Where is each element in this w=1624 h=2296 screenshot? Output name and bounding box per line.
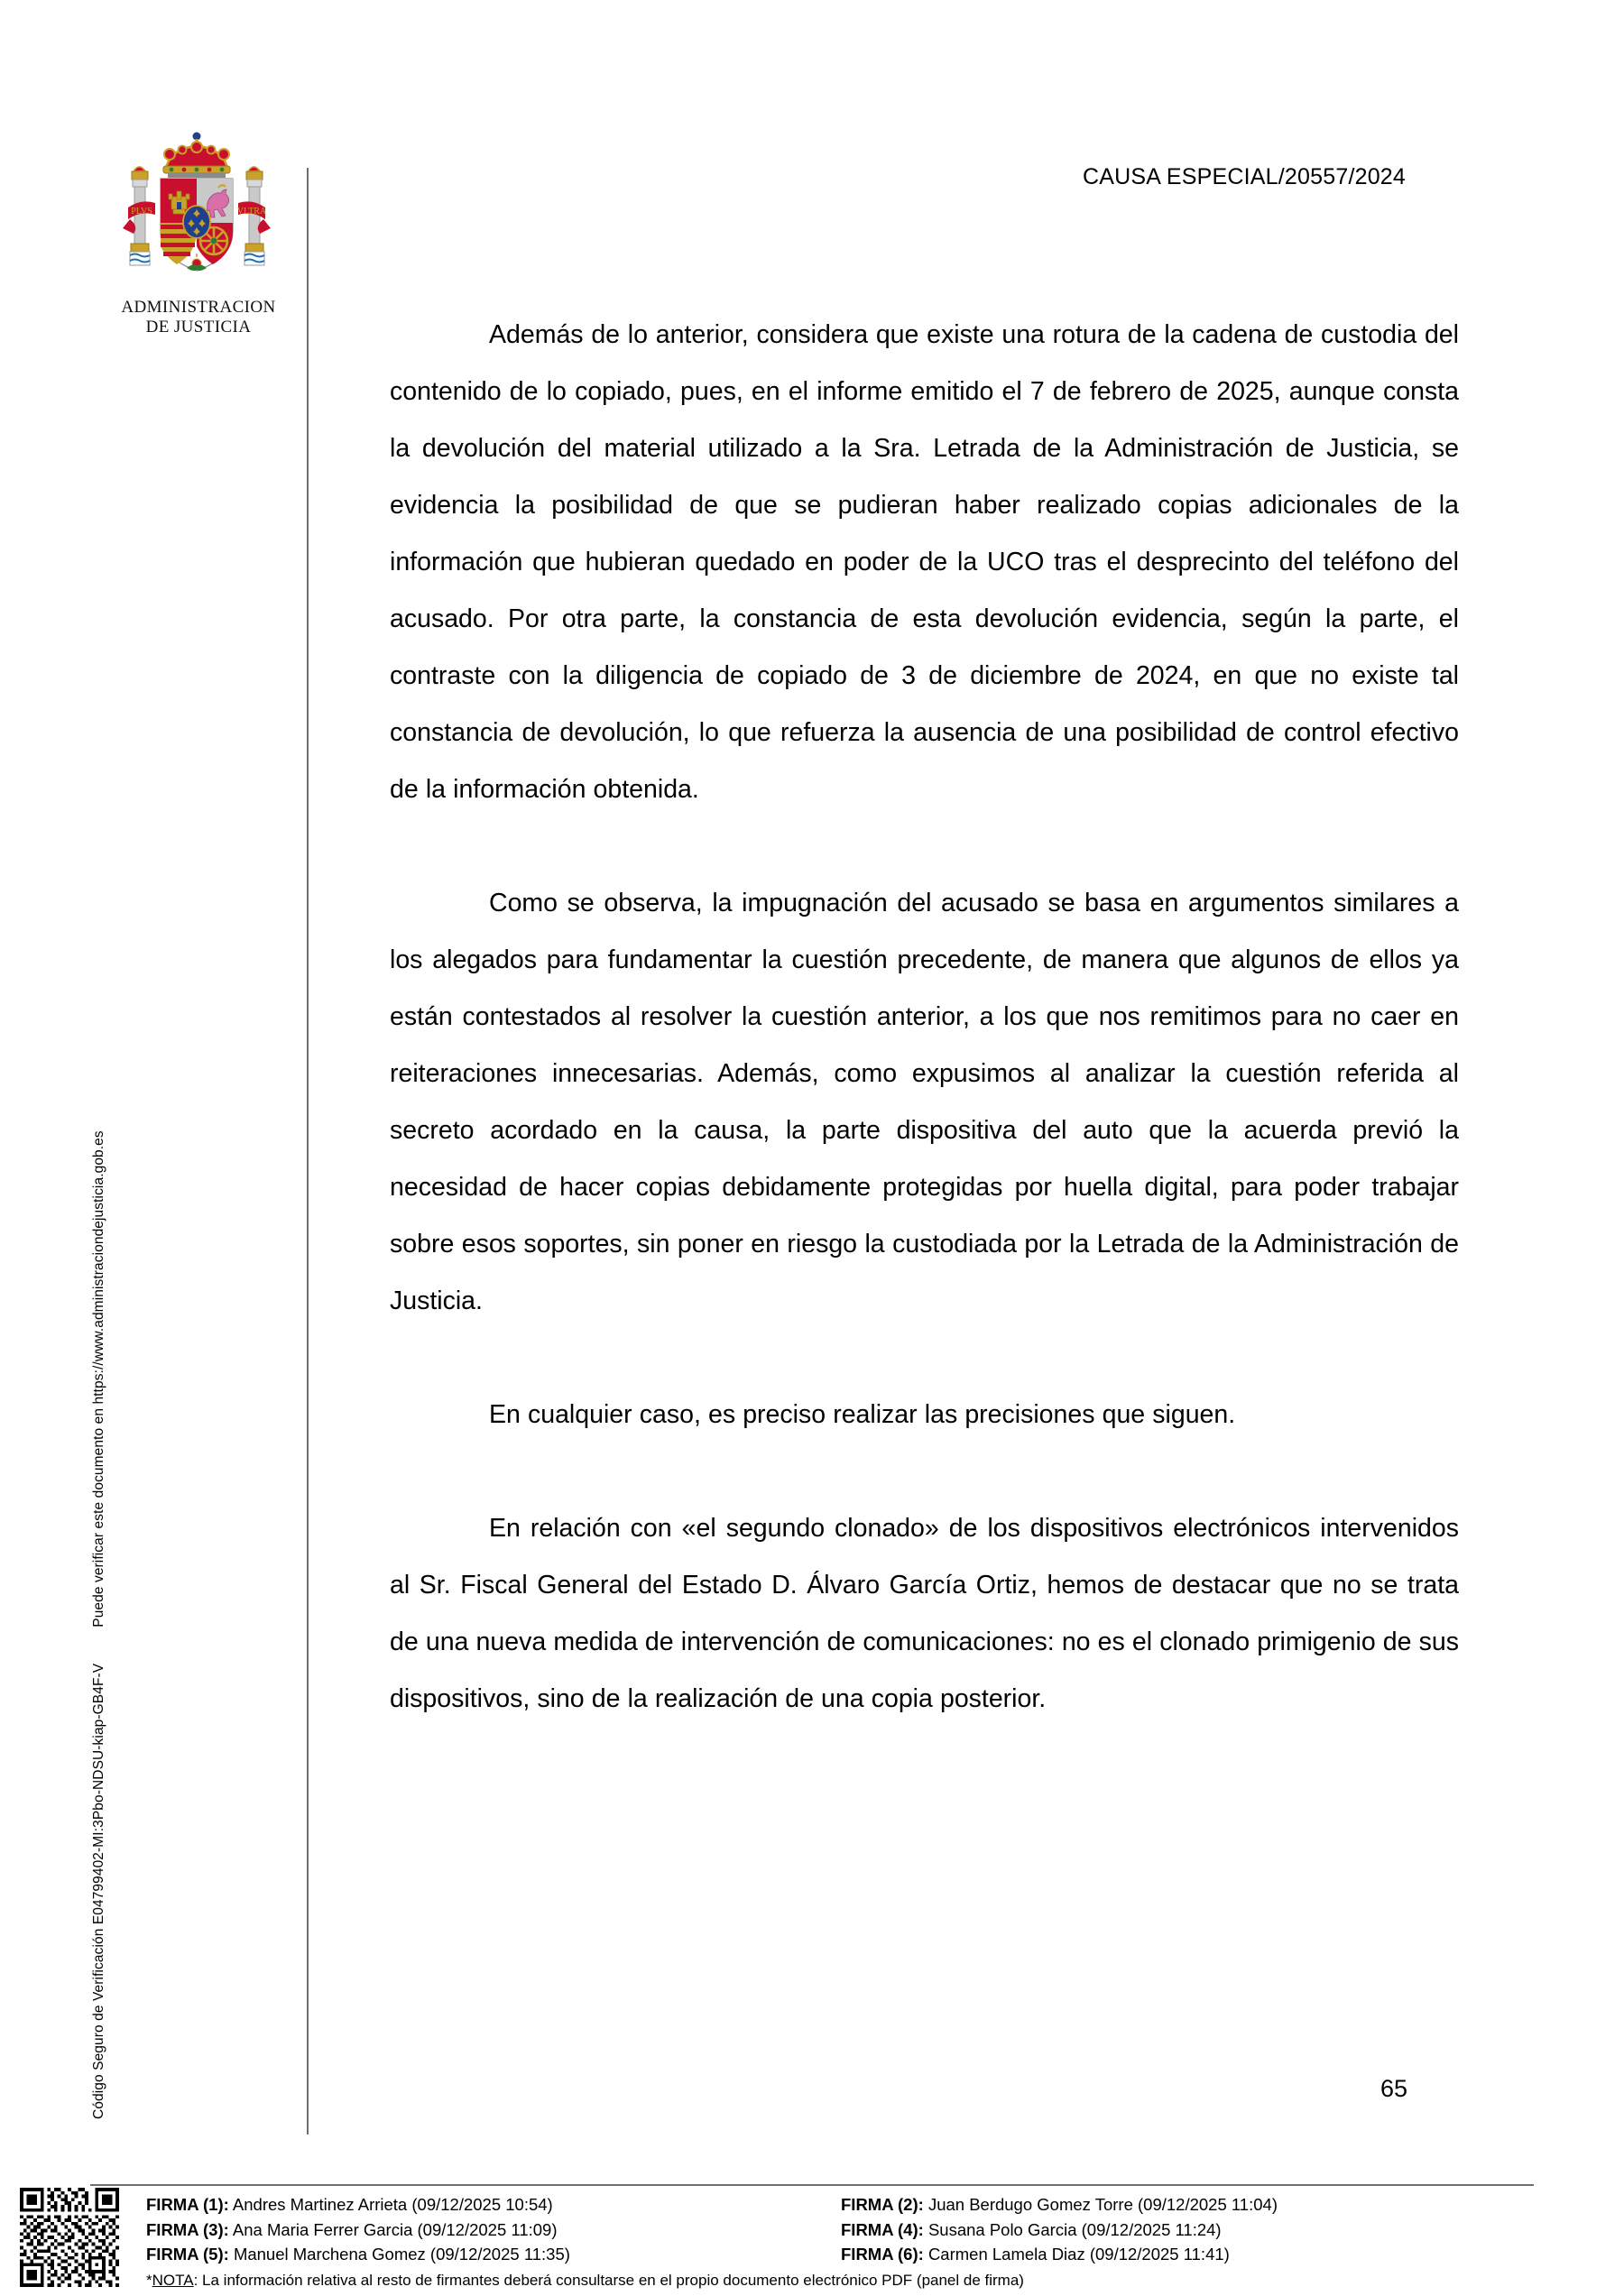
- emblem-caption: [90, 298, 307, 338]
- signature-6-label: FIRMA (6):: [841, 2245, 924, 2264]
- footer-note-prefix: *: [146, 2271, 152, 2289]
- footer-divider: [90, 2184, 1534, 2186]
- signature-3-label: FIRMA (3):: [146, 2219, 229, 2239]
- verification-code-strip: [0, 0, 106, 2165]
- paragraph: En relación con «el segundo clonado» de los dispositivos electrónicos intervenidos al Sr. Fiscal General del Estado D. Álvaro García Ortiz, hemos de destacar que no se trata de una nueva medida de intervención de comunicaciones: no es el clonado primigenio de sus dispositivos, sino de la realización de una copia posterior.: [390, 1514, 1459, 1713]
- emblem-caption-line-2: DE JUSTICIA: [145, 318, 252, 337]
- signature-5: [146, 2242, 841, 2267]
- footer-note-text: : La información relativa al resto de firmantes deberá consultarse en el propio documento electrónico PDF (panel de firma): [193, 2271, 1024, 2289]
- signature-4-value: Susana Polo Garcia (09/12/2025 11:24): [927, 2219, 1222, 2239]
- signature-5-value: Manuel Marchena Gomez (09/12/2025 11:35): [233, 2245, 570, 2264]
- paragraph: En cualquier caso, es preciso realizar las precisiones que siguen.: [489, 1400, 1236, 1429]
- svg-text:PLVS: PLVS: [131, 207, 152, 217]
- page-number: 65: [1380, 2075, 1408, 2102]
- signature-4-label: FIRMA (4):: [841, 2219, 924, 2239]
- signature-6-value: Carmen Lamela Diaz (09/12/2025 11:41): [927, 2245, 1230, 2264]
- signature-2: [841, 2192, 1536, 2218]
- paragraph: Además de lo anterior, considera que existe una rotura de la cadena de custodia del contenido de lo copiado, pues, en el informe emitido el 7 de febrero de 2025, aunque consta la devolución del material utilizado a la Sra. Letrada de la Administración de Justicia, se evidencia la posibilidad de que se pudieran haber realizado copias adicionales de la información que hubieran quedado en poder de la UCO tras el desprecinto del teléfono del acusado. Por otra parte, la constancia de esta devolución evidencia, según la parte, el contraste con la diligencia de copiado de 3 de diciembre de 2024, en que no existe tal constancia de devolución, lo que refuerza la ausencia de una posibilidad de control efectivo de la información obtenida.: [390, 320, 1459, 804]
- signature-4: [841, 2218, 1536, 2243]
- footer-note: [146, 2270, 1536, 2291]
- signature-5-label: FIRMA (5):: [146, 2245, 229, 2264]
- qr-code-icon: [20, 2187, 119, 2288]
- margin-divider: [307, 168, 309, 2135]
- signature-block: [146, 2192, 1536, 2291]
- case-reference: CAUSA ESPECIAL/20557/2024: [1083, 164, 1407, 189]
- signature-row: [146, 2218, 1536, 2243]
- signature-1-value: Andres Martinez Arrieta (09/12/2025 10:54): [232, 2195, 553, 2214]
- svg-text:VLTRA: VLTRA: [236, 207, 267, 217]
- csv-verify-url: Puede verificar este documento en https://www.administraciondejusticia.gob.es: [91, 1130, 106, 1627]
- csv-code: Código Seguro de Verificación E04799402-MI:3Pbo-NDSU-kiap-GB4F-V: [91, 1663, 106, 2119]
- signature-3-value: Ana Maria Ferrer Garcia (09/12/2025 11:09): [232, 2219, 558, 2239]
- spain-coat-of-arms-icon: [106, 128, 287, 300]
- signature-3: [146, 2218, 841, 2243]
- signature-1: [146, 2192, 841, 2218]
- signature-row: [146, 2242, 1536, 2267]
- paragraph: Como se observa, la impugnación del acusado se basa en argumentos similares a los alegados para fundamentar la cuestión precedente, de manera que algunos de ellos ya están contestados al resolver la cuestión anterior, a los que nos remitimos para no caer en reiteraciones innecesarias. Además, como expusimos al analizar la cuestión referida al secreto acordado en la causa, la parte dispositiva del auto que la acuerda previó la necesidad de hacer copias debidamente protegidas por huella digital, para poder trabajar sobre esos soportes, sin poner en riesgo la custodiada por la Letrada de la Administración de Justicia.: [390, 889, 1459, 1315]
- signature-6: [841, 2242, 1536, 2267]
- signature-2-value: Juan Berdugo Gomez Torre (09/12/2025 11:04): [927, 2195, 1278, 2214]
- signature-1-label: FIRMA (1):: [146, 2195, 229, 2214]
- signature-2-label: FIRMA (2):: [841, 2195, 924, 2214]
- signature-row: [146, 2192, 1536, 2218]
- document-body: [390, 307, 1459, 1728]
- footer-note-keyword: NOTA: [152, 2271, 194, 2289]
- verification-code-text: [91, 44, 107, 2119]
- emblem-caption-line-1: ADMINISTRACION: [121, 298, 276, 317]
